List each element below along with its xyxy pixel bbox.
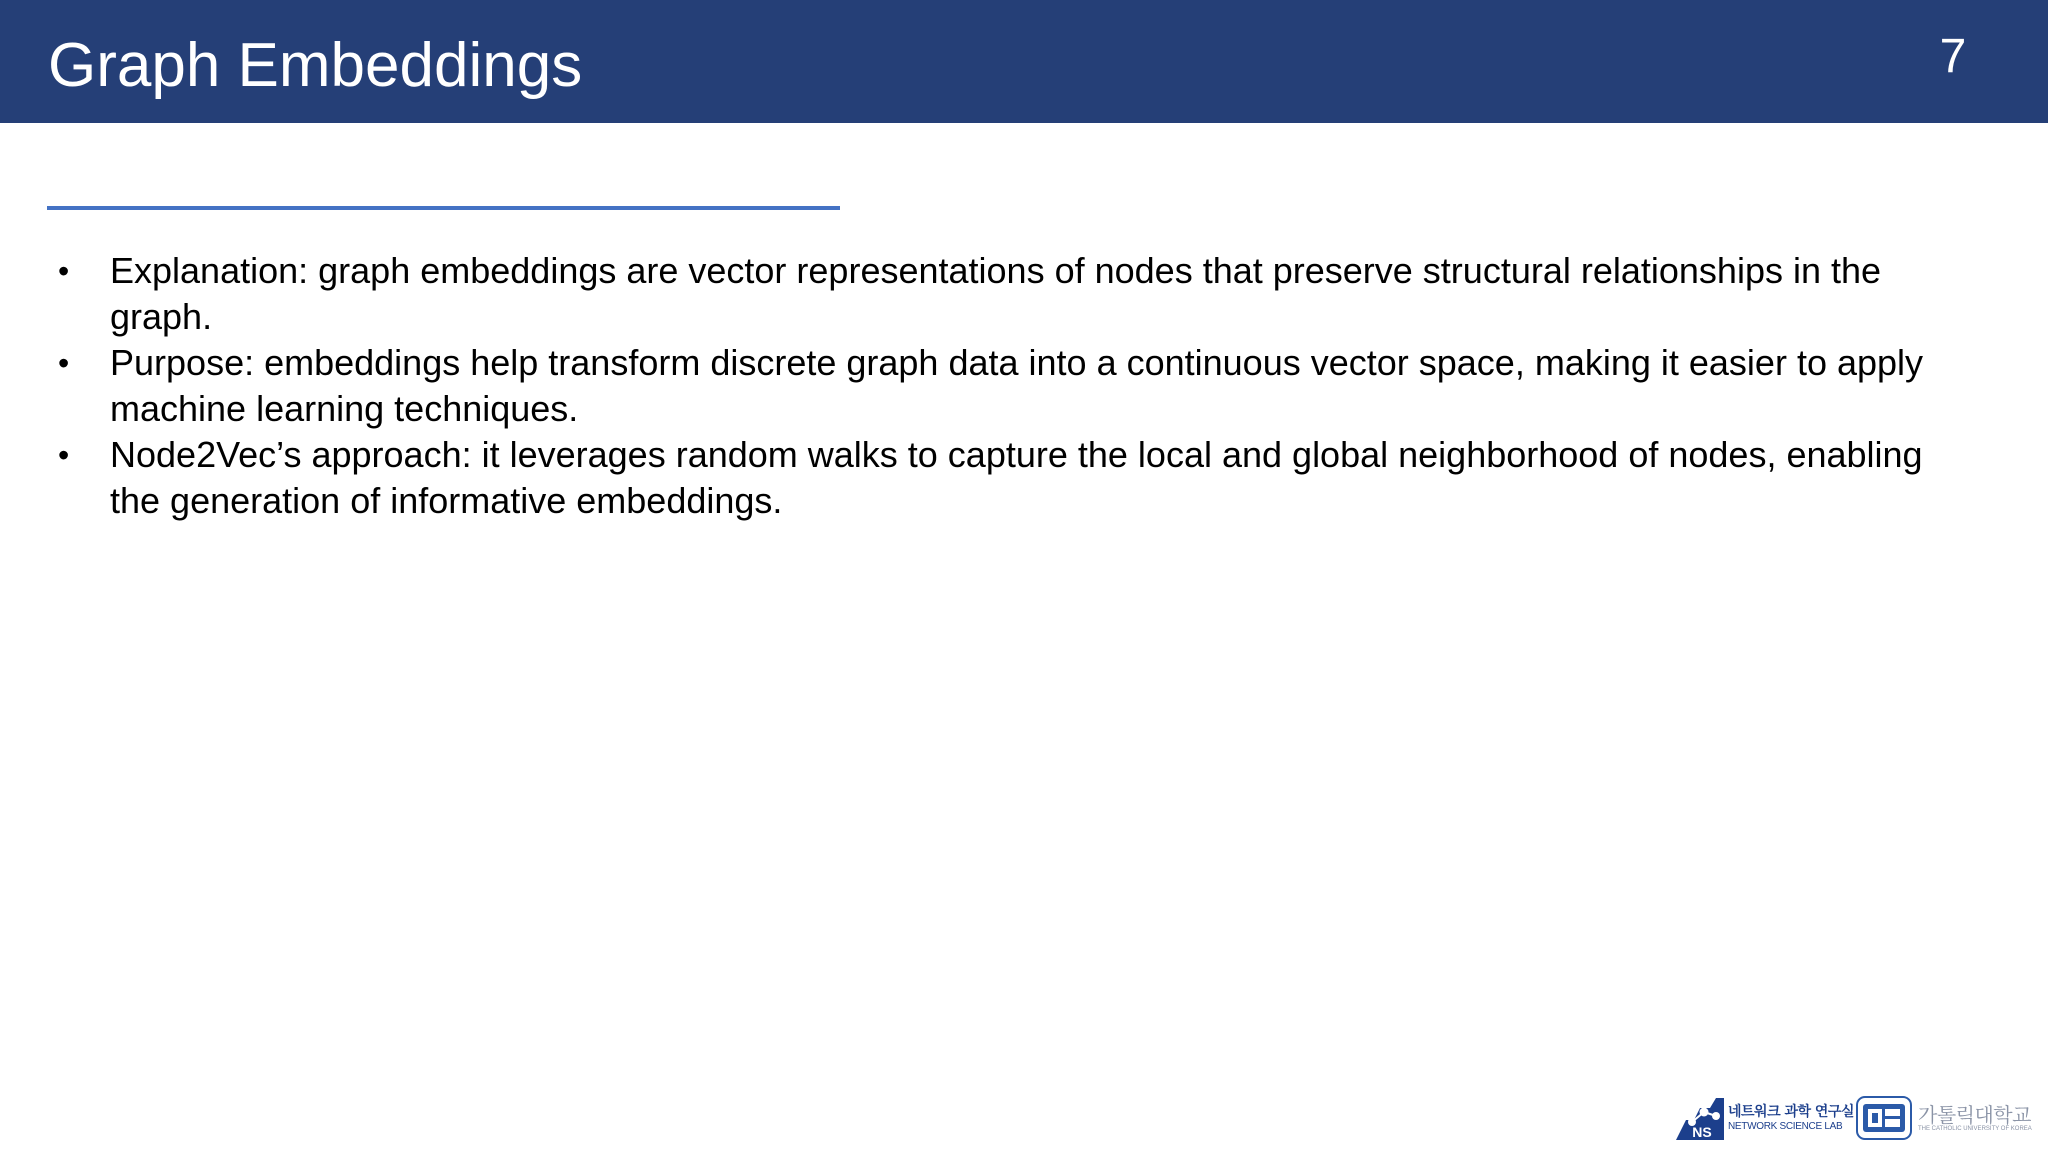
title-underline-divider — [47, 206, 840, 210]
catholic-university-logo — [1856, 1094, 2038, 1144]
slide-header — [0, 0, 2048, 123]
bullet-text: Purpose: embeddings help transform discrete graph data into a continuous vector space, making it easier to apply machine learning techniques. — [110, 342, 1924, 429]
ns-mark-text: NS — [1692, 1124, 1712, 1140]
slide-title: Graph Embeddings — [48, 31, 583, 100]
bullet-text: Node2Vec’s approach: it leverages random walks to capture the local and global neighborhood of nodes, enabling the generation of informative embeddings. — [110, 434, 1923, 521]
network-science-lab-logo — [1672, 1094, 1854, 1144]
ns-lab-name-korean: 네트워크 과학 연구실 — [1728, 1104, 1854, 1120]
ns-lab-name-english: NETWORK SCIENCE LAB — [1728, 1121, 1843, 1132]
bullet-list — [52, 248, 1932, 524]
bullet-text: Explanation: graph embeddings are vector representations of nodes that preserve structural relationships in the graph. — [110, 250, 1882, 337]
bullet-item-node2vec-approach — [52, 432, 1932, 524]
university-name-english: THE CATHOLIC UNIVERSITY OF KOREA — [1918, 1126, 2032, 1132]
network-science-lab-icon — [1676, 1098, 1724, 1140]
bullet-item-purpose — [52, 340, 1932, 432]
footer-logos — [1672, 1094, 2038, 1144]
bullet-item-explanation — [52, 248, 1932, 340]
bullet-marker: • — [58, 345, 70, 381]
university-name-korean: 가톨릭대학교 — [1918, 1103, 2031, 1127]
bullet-marker: • — [58, 253, 70, 289]
bullet-marker: • — [58, 437, 70, 473]
page-number: 7 — [1939, 30, 1967, 83]
catholic-university-emblem-icon — [1856, 1096, 1912, 1140]
